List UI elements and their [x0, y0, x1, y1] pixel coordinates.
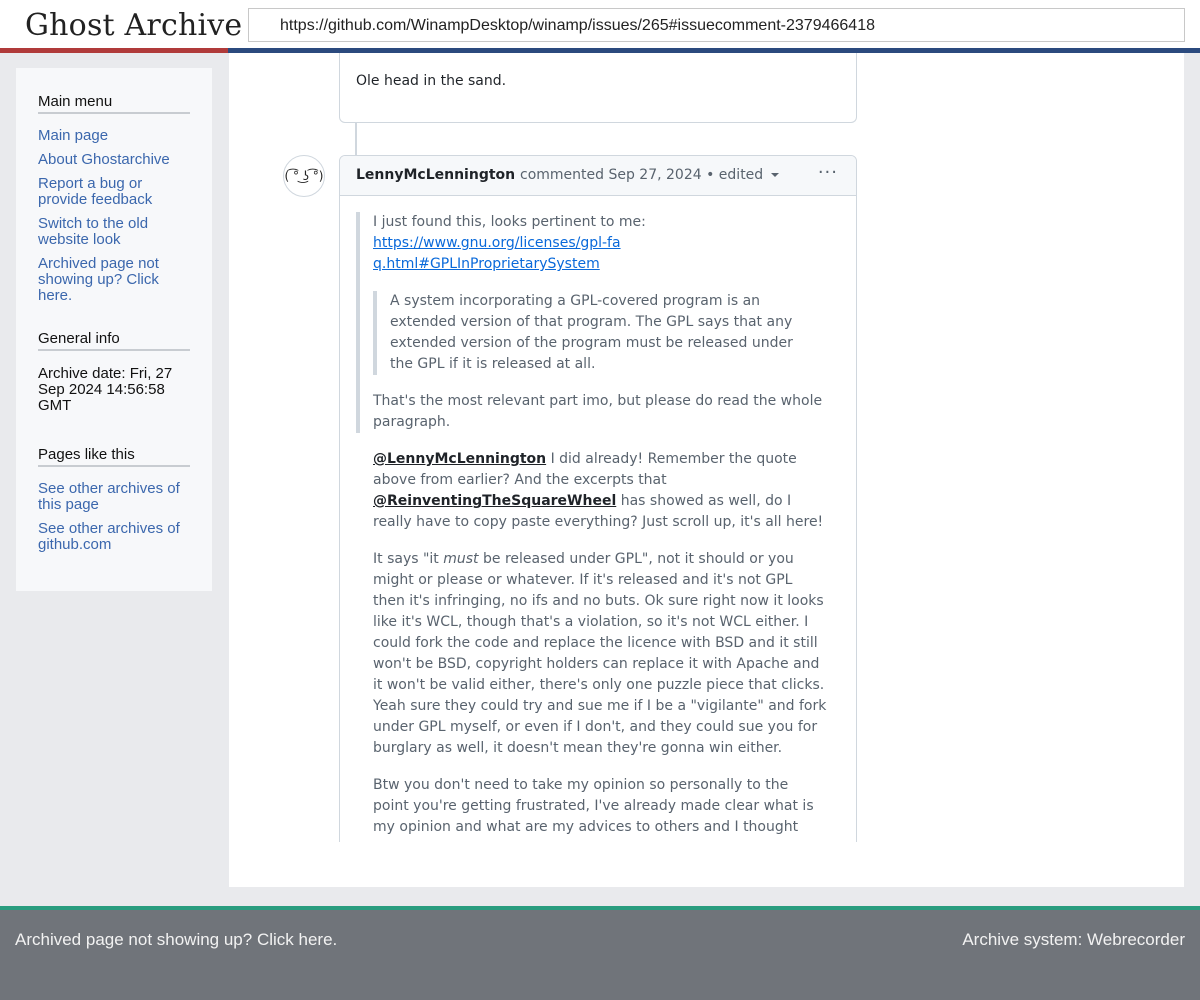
quote-outro: That's the most relevant part imo, but please do read the whole paragraph.: [373, 393, 823, 430]
reply-paragraph-2: [373, 549, 828, 759]
main-menu-list: [38, 128, 190, 304]
header: [0, 0, 1200, 53]
footer: [0, 906, 1200, 1000]
sidebar-link-main-page[interactable]: Main page: [38, 127, 109, 144]
reply-paragraph-1: [373, 449, 828, 533]
content-viewport[interactable]: [229, 53, 1184, 842]
main-menu-heading: Main menu: [38, 93, 190, 114]
archive-date: Archive date: Fri, 27 Sep 2024 14:56:58 GMT: [38, 365, 173, 414]
sidebar-link-about[interactable]: About Ghostarchive: [38, 151, 170, 168]
pages-like-heading: Pages like this: [38, 446, 190, 467]
reply-paragraph-3: Btw you don't need to take my opinion so personally to the point you're getting frustrated, I've already made clear what is my opinion and what are my advices to others and I thought: [373, 777, 814, 835]
comment-card: [339, 155, 857, 842]
footer-archive-system: Archive system: Webrecorder: [962, 930, 1185, 949]
emphasis-must: must: [443, 551, 479, 567]
sidebar-link-other-archives-domain[interactable]: See other archives of github.com: [38, 520, 180, 553]
quote-intro: [373, 212, 826, 275]
mention-lennymclennington[interactable]: @LennyMcLennington: [373, 451, 547, 467]
url-input[interactable]: https://github.com/WinampDesktop/winamp/issues/265#issuecomment-2379466418: [248, 8, 1185, 42]
blockquote: [356, 212, 826, 433]
header-stripe-red: [0, 48, 228, 53]
nested-blockquote: [373, 291, 793, 375]
archived-content: [229, 53, 1184, 887]
general-info-heading: General info: [38, 330, 190, 351]
comment-header: [340, 156, 856, 196]
reply-text-1a: I did already! Remember the quote above from earlier? And the excerpts that: [373, 451, 797, 488]
mention-reinventingthesquarewheel[interactable]: @ReinventingTheSquareWheel: [373, 493, 617, 509]
comment-meta[interactable]: [520, 167, 779, 183]
site-logo[interactable]: Ghost Archive: [25, 8, 243, 43]
comment-meta-text: commented Sep 27, 2024 • edited: [520, 167, 764, 183]
sidebar-link-other-archives-page[interactable]: See other archives of this page: [38, 480, 180, 513]
reply-text-2b: be released under GPL", not it should or you might or please or whatever. If it's released and it's not GPL then it's infringing, no ifs and no buts. Ok sure right now it looks like it's WCL, though that's a violation, so it's not WCL either. I could fork the code and replace the licence with BSD and it still won't be BSD, copyright holders can replace it with Apache and it won't be valid either, there's only one puzzle piece that clicks. Yeah sure they could try and sue me if I be a "vigilante" and fork under GPL myself, or even if I don't, and they could sue you for burglary as well, it doesn't mean they're gonna win either.: [373, 551, 827, 756]
avatar[interactable]: ( ͡° ͜ʖ ͡°): [283, 155, 325, 197]
reply-text-1b: has showed as well, do I really have to copy paste everything? Just scroll up, it's all here!: [373, 493, 824, 530]
pages-like-list: [38, 481, 190, 553]
chevron-down-icon: [771, 173, 779, 177]
sidebar-link-not-showing[interactable]: Archived page not showing up? Click here.: [38, 255, 159, 304]
more-options-icon[interactable]: ···: [817, 162, 838, 183]
comment-author[interactable]: LennyMcLennington: [356, 167, 516, 183]
previous-comment-text: Ole head in the sand.: [356, 73, 507, 89]
footer-not-showing-link[interactable]: Archived page not showing up? Click here.: [15, 930, 338, 949]
quote-intro-text: I just found this, looks pertinent to me:: [373, 214, 646, 230]
sidebar-link-report-bug[interactable]: Report a bug or provide feedback: [38, 175, 153, 208]
timeline-connector: [355, 123, 357, 156]
sidebar: [16, 68, 212, 591]
reply-text-2a: It says "it: [373, 551, 444, 567]
gnu-faq-link[interactable]: https://www.gnu.org/licenses/gpl-faq.html#GPLInProprietarySystem: [373, 235, 621, 272]
previous-comment: [339, 53, 857, 123]
nested-quote-text: A system incorporating a GPL-covered program is an extended version of that program. The GPL says that any extended version of the program must be released under the GPL if it is released at all.: [390, 293, 793, 372]
sidebar-link-old-look[interactable]: Switch to the old website look: [38, 215, 149, 248]
